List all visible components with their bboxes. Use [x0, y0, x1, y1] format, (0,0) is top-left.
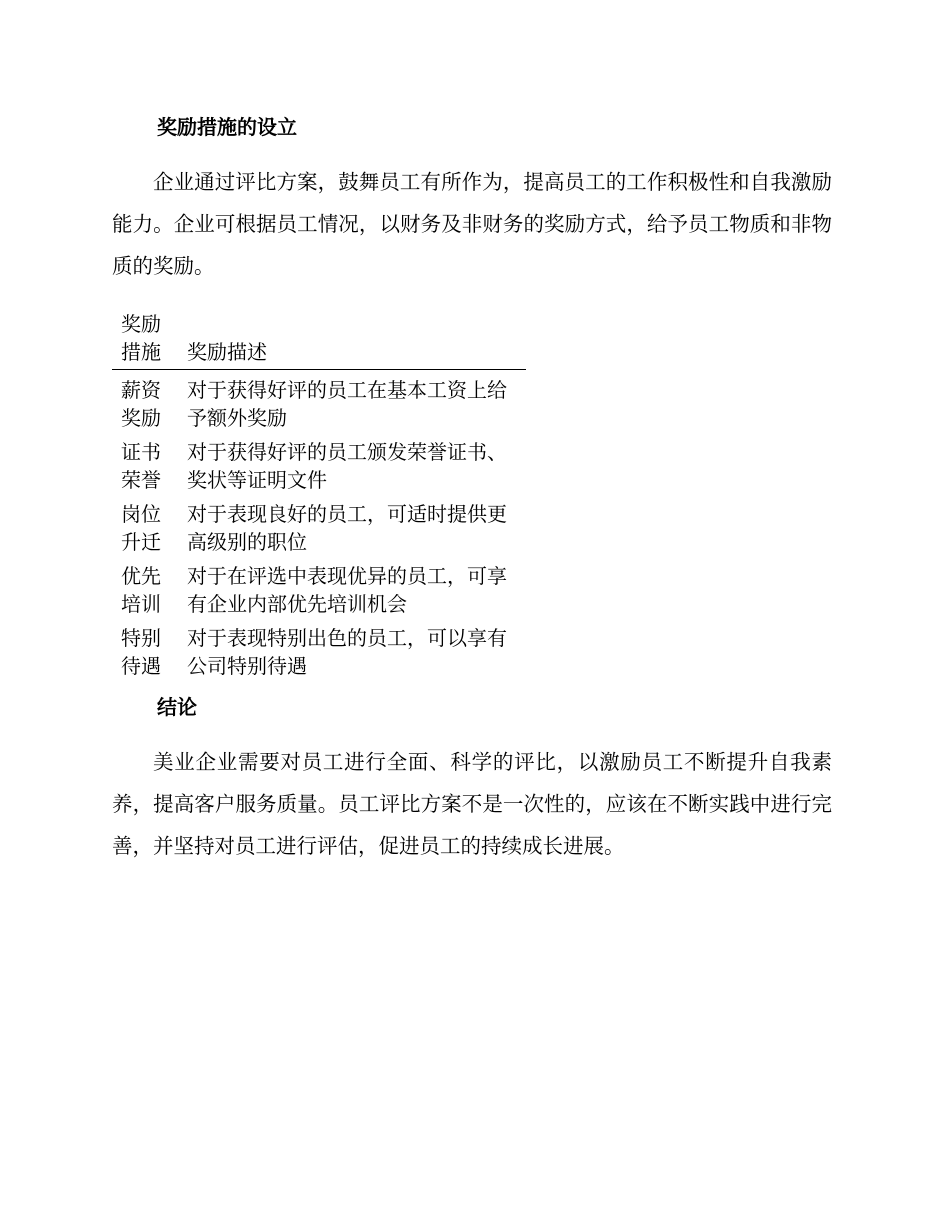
- description-cell: 对于在评选中表现优异的员工，可享有企业内部优先培训机会: [187, 564, 507, 616]
- description-cell: 对于获得好评的员工颁发荣誉证书、奖状等证明文件: [187, 440, 507, 492]
- conclusion-paragraph: 美业企业需要对员工进行全面、科学的评比，以激励员工不断提升自我素养，提高客户服务质量。员工评比方案不是一次性的，应该在不断实践中进行完善，并坚持对员工进行评估，促进员工的持续成长进展。: [112, 750, 832, 858]
- description-cell: 对于获得好评的员工在基本工资上给予额外奖励: [187, 378, 507, 430]
- table-header-row: [112, 310, 526, 370]
- measure-cell: 岗位升迁: [121, 502, 161, 554]
- measure-cell: 证书荣誉: [121, 440, 161, 492]
- rewards-intro-paragraph: 企业通过评比方案，鼓舞员工有所作为，提高员工的工作积极性和自我激励能力。企业可根据员工情况，以财务及非财务的奖励方式，给予员工物质和非物质的奖励。: [112, 170, 832, 278]
- description-cell: 对于表现特别出色的员工，可以享有公司特别待遇: [187, 626, 507, 678]
- section-heading-rewards: 奖励措施的设立: [157, 115, 297, 139]
- description-cell: 对于表现良好的员工，可适时提供更高级别的职位: [187, 502, 507, 554]
- measure-cell: 薪资奖励: [121, 378, 161, 430]
- table-row: [112, 562, 526, 618]
- measure-cell: 特别待遇: [121, 626, 161, 678]
- table-row: [112, 624, 526, 680]
- header-description: 奖励描述: [187, 340, 267, 364]
- measure-cell: 优先培训: [121, 564, 161, 616]
- table-row: [112, 500, 526, 556]
- table-row: [112, 438, 526, 494]
- table-row: [112, 376, 526, 432]
- rewards-table: [112, 310, 526, 680]
- section-heading-conclusion: 结论: [157, 695, 197, 719]
- header-measure: 奖励措施: [121, 312, 161, 364]
